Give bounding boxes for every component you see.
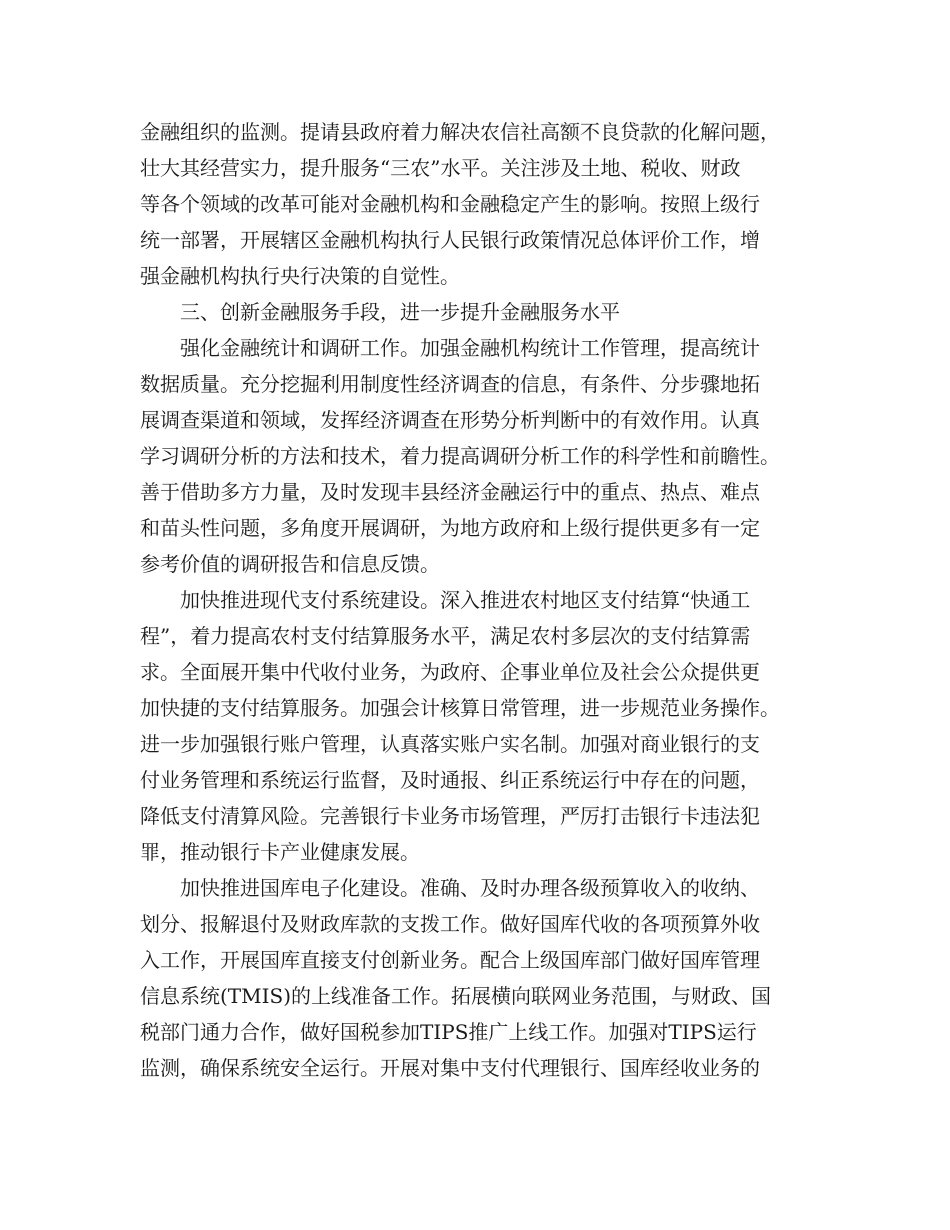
text-line: 降低支付清算风险。完善银行卡业务市场管理，严厉打击银行卡违法犯 <box>140 804 760 828</box>
text-line: 强金融机构执行央行决策的自觉性。 <box>140 264 460 288</box>
text-line: 善于借助多方力量，及时发现丰县经济金融运行中的重点、热点、难点 <box>140 480 760 504</box>
text-line: 入工作，开展国库直接支付创新业务。配合上级国库部门做好国库管理 <box>140 948 760 972</box>
text-line: 金融组织的监测。提请县政府着力解决农信社高额不良贷款的化解问题， <box>140 120 780 144</box>
section-heading: 三、创新金融服务手段，进一步提升金融服务水平 <box>180 300 620 324</box>
text-line: 付业务管理和系统运行监督，及时通报、纠正系统运行中存在的问题， <box>140 768 760 792</box>
text-line: 统一部署，开展辖区金融机构执行人民银行政策情况总体评价工作，增 <box>140 228 760 252</box>
text-line: 展调查渠道和领域，发挥经济调查在形势分析判断中的有效作用。认真 <box>140 408 760 432</box>
paragraph-first-line: 加快推进现代支付系统建设。深入推进农村地区支付结算“快通工 <box>180 588 751 612</box>
text-line: 程”，着力提高农村支付结算服务水平，满足农村多层次的支付结算需 <box>140 624 751 648</box>
text-line: 税部门通力合作，做好国税参加TIPS推广上线工作。加强对TIPS运行 <box>140 1020 757 1044</box>
text-line: 加快捷的支付结算服务。加强会计核算日常管理，进一步规范业务操作。 <box>140 696 780 720</box>
text-line: 罪，推动银行卡产业健康发展。 <box>140 840 420 864</box>
text-line: 信息系统(TMIS)的上线准备工作。拓展横向联网业务范围，与财政、国 <box>140 984 772 1008</box>
text-line: 和苗头性问题，多角度开展调研，为地方政府和上级行提供更多有一定 <box>140 516 760 540</box>
text-line: 进一步加强银行账户管理，认真落实账户实名制。加强对商业银行的支 <box>140 732 760 756</box>
paragraph-first-line: 强化金融统计和调研工作。加强金融机构统计工作管理，提高统计 <box>180 336 760 360</box>
paragraph-first-line: 加快推进国库电子化建设。准确、及时办理各级预算收入的收纳、 <box>180 876 760 900</box>
text-line: 数据质量。充分挖掘利用制度性经济调查的信息，有条件、分步骤地拓 <box>140 372 760 396</box>
text-line: 监测，确保系统安全运行。开展对集中支付代理银行、国库经收业务的 <box>140 1056 760 1080</box>
text-line: 壮大其经营实力，提升服务“三农”水平。关注涉及土地、税收、财政 <box>140 156 741 180</box>
text-line: 求。全面展开集中代收付业务，为政府、企事业单位及社会公众提供更 <box>140 660 760 684</box>
text-line: 等各个领域的改革可能对金融机构和金融稳定产生的影响。按照上级行 <box>140 192 760 216</box>
text-line: 参考价值的调研报告和信息反馈。 <box>140 552 440 576</box>
text-line: 学习调研分析的方法和技术，着力提高调研分析工作的科学性和前瞻性。 <box>140 444 780 468</box>
text-line: 划分、报解退付及财政库款的支拨工作。做好国库代收的各项预算外收 <box>140 912 760 936</box>
document-body <box>140 114 830 1086</box>
